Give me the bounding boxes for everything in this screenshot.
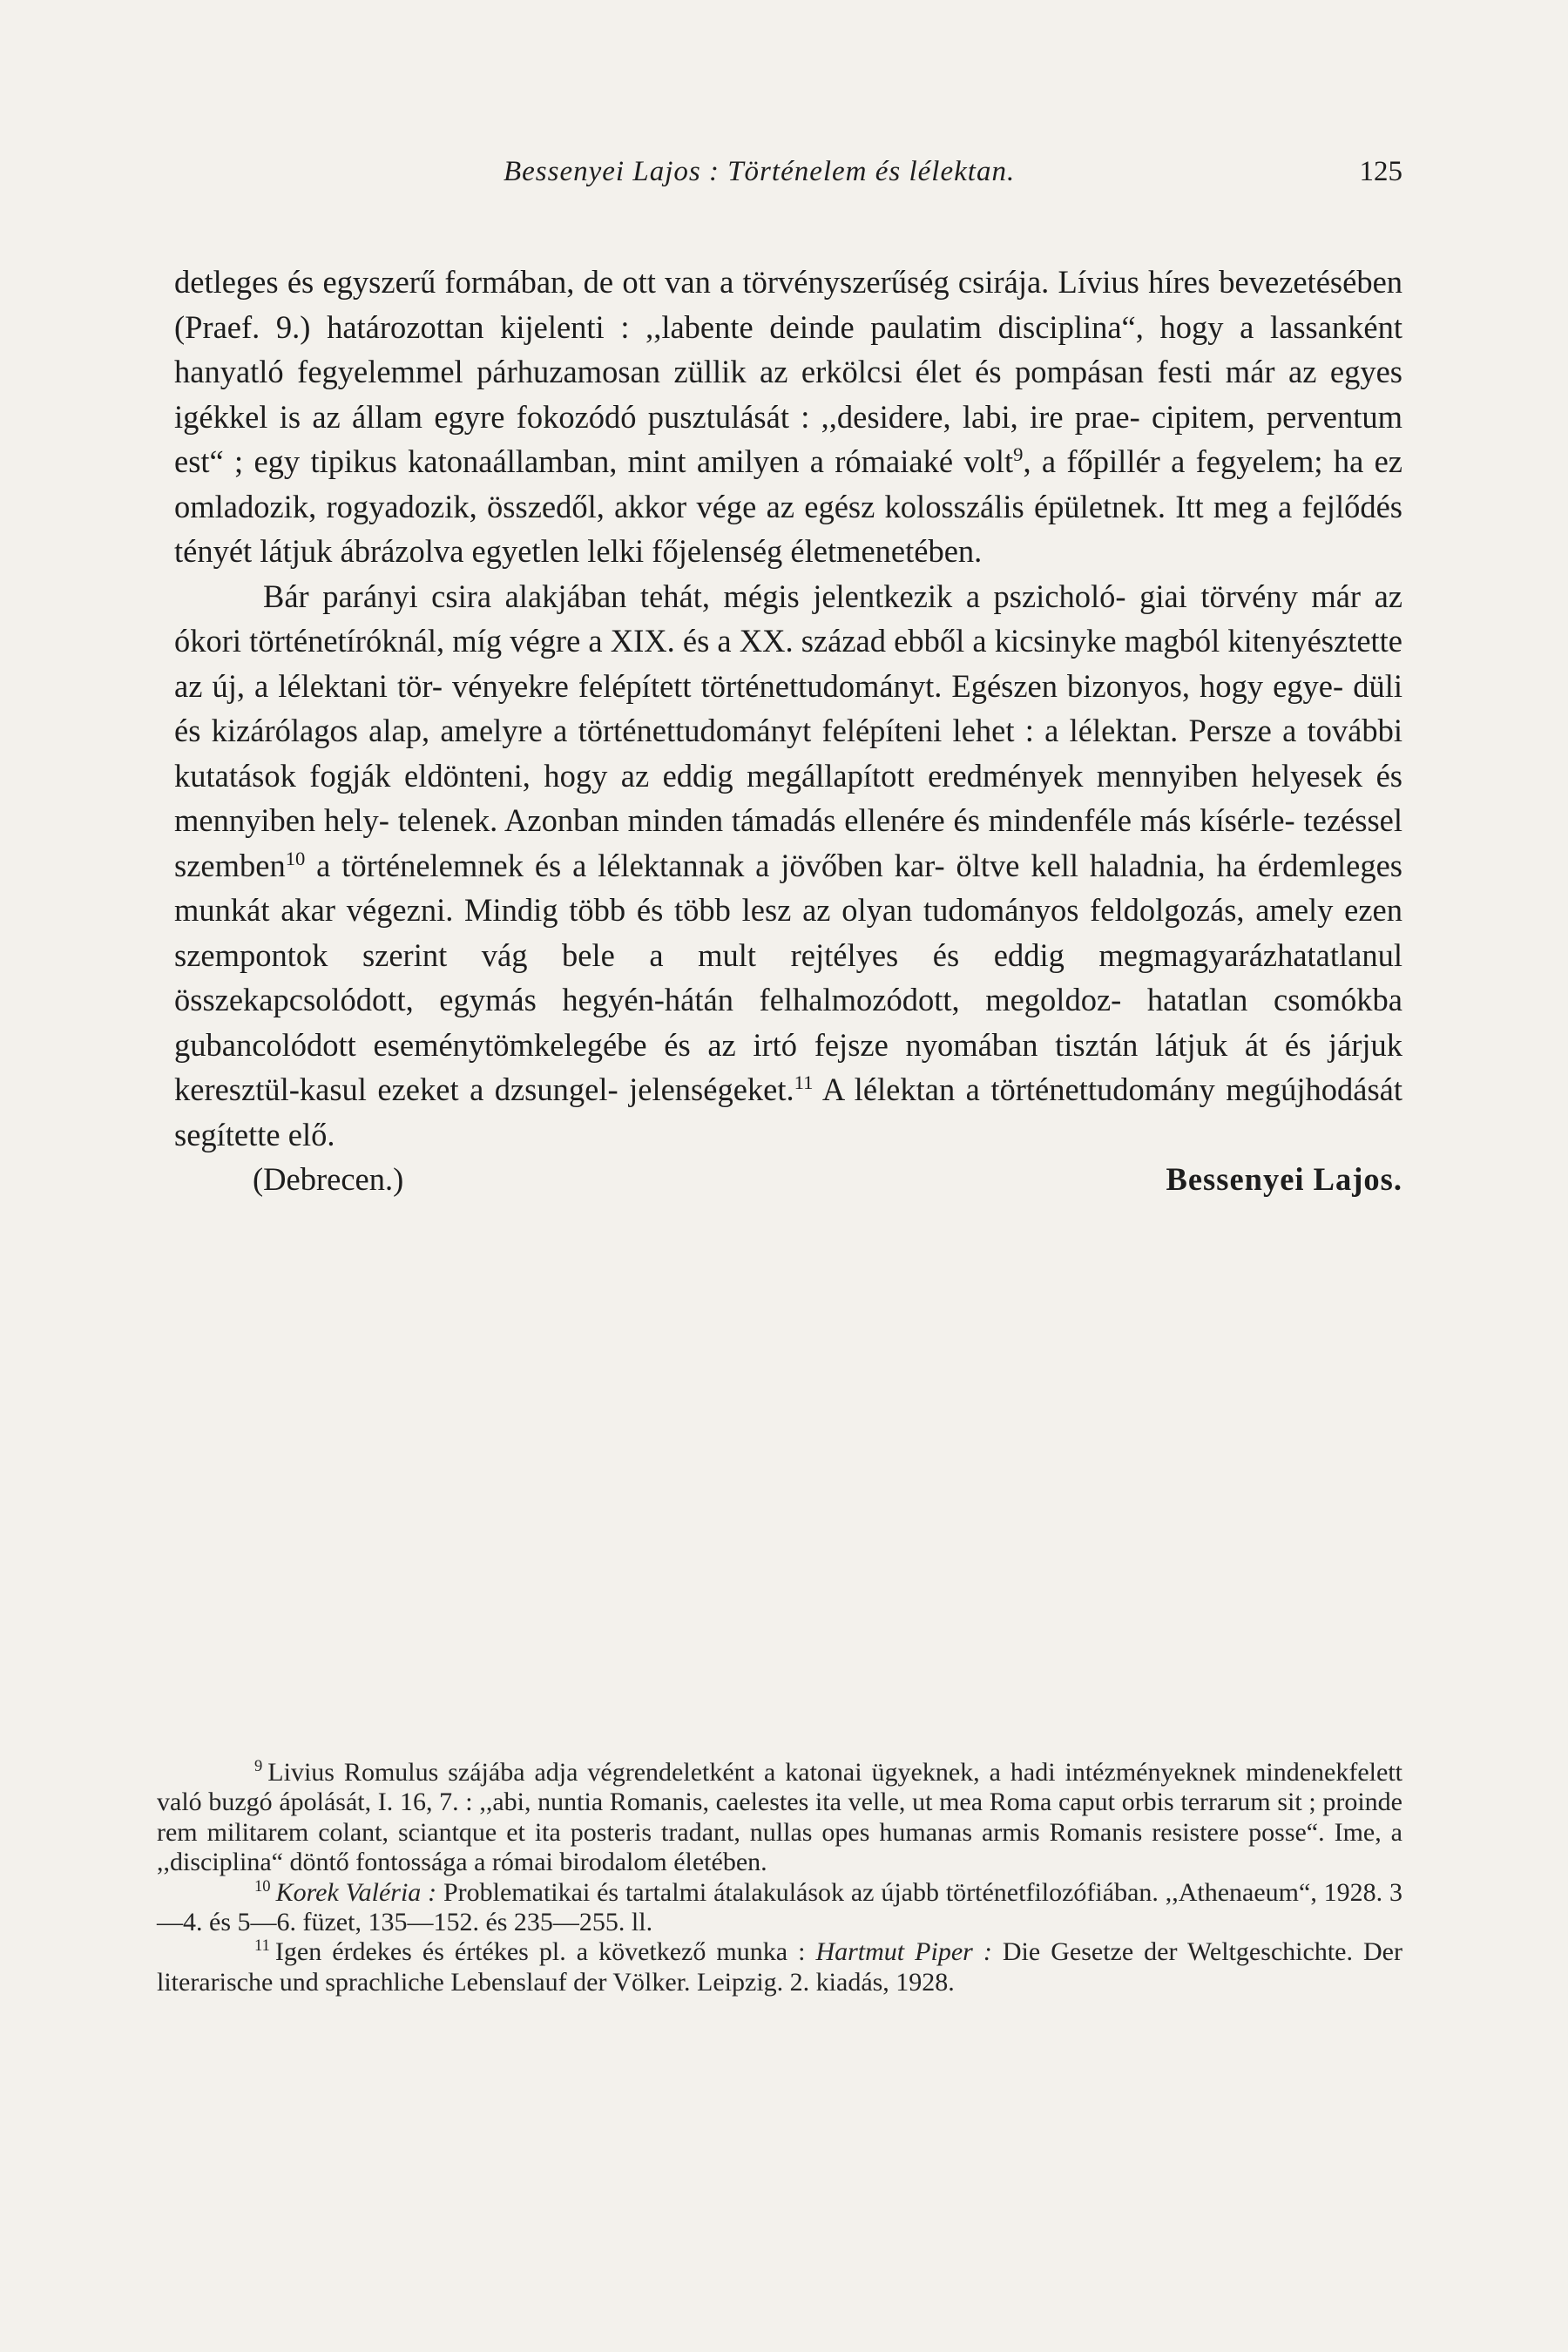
text-line: tényét látjuk ábrázolva egyetlen lelki főjelenség életmenetében.: [174, 533, 983, 569]
footnote-ref-11: 11: [794, 1071, 814, 1093]
text-line: detleges és egyszerű formában, de ott van a törvényszerűség csirája.: [174, 264, 1050, 300]
text-line: igékkel is az állam egyre fokozódó pusztulását : ,,desidere, labi, ire prae-: [174, 398, 1140, 435]
text-line: , a főpillér a fegyelem; ha ez omladozik, rogyadozik,: [174, 443, 1402, 524]
footnote-number: 10: [254, 1876, 271, 1896]
text-line: telenek. Azonban minden támadás ellenére és mindenféle más kísérle-: [397, 802, 1295, 838]
text-line: szerint vág bele a mult rejtélyes és eddig megmagyarázhatatlanul: [362, 936, 1403, 973]
text-line: megállapított eredmények mennyiben helyesek és mennyiben hely-: [174, 757, 1403, 838]
text-line: deinde paulatim disciplina“, hogy a lassanként hanyatló fegyelemmel: [174, 308, 1403, 389]
text-line: düli és kizárólagos alap, amelyre a történettudományt felépíteni lehet :: [174, 667, 1403, 748]
text-line: Lívius híres bevezetésében (Praef. 9.) határozottan kijelenti : ,,labente: [174, 264, 1403, 345]
text-line: jelenségeket.: [629, 1071, 794, 1107]
text-line: vényekre felépített történettudományt. Egészen bizonyos, hogy egye-: [452, 667, 1344, 704]
text-line: és több lesz az olyan tudományos feldolgozás, amely ezen szempontok: [174, 892, 1402, 973]
text-line: összedől, akkor vége az egész kolosszális épületnek. Itt meg a fejlődés: [487, 488, 1402, 524]
page-number: 125: [1359, 156, 1402, 187]
footnote-number: 9: [254, 1757, 263, 1775]
text-line: párhuzamosan züllik az erkölcsi élet és pompásan festi már az egyes: [476, 354, 1403, 389]
text-line: cipitem, perventum est“ ; egy tipikus katonaállamban, mint amilyen: [174, 398, 1402, 479]
signature-place: (Debrecen.): [253, 1161, 404, 1197]
text-line: nyomában tisztán látjuk át és járjuk keresztül-kasul ezeket a dzsungel-: [174, 1026, 1403, 1107]
footnote-author: Korek Valéria :: [275, 1877, 437, 1907]
footnote-text: Die Gesetze der Weltgeschichte. Der literarische und sprachliche Lebenslauf der Völker. Leipzig. 2. kiadás, 1928.: [157, 1937, 1402, 1997]
footnote-number: 11: [254, 1936, 270, 1956]
text-line: összekapcsolódott, egymás hegyén-hátán felhalmozódott, megoldoz-: [174, 982, 1122, 1017]
footnote-10: [157, 1878, 1402, 1938]
text-line: Bár parányi csira alakjában tehát, mégis jelentkezik a pszicholó-: [263, 578, 1126, 614]
page-header: [174, 150, 1402, 193]
paragraph-2: [174, 574, 1402, 1158]
footnote-author: Hartmut Piper :: [815, 1937, 992, 1967]
text-line: tezéssel szemben: [174, 802, 1403, 883]
text-line: hatatlan csomókba gubancolódott eseménytömkelegébe és az irtó fejsze: [174, 982, 1403, 1063]
main-text: [174, 260, 1402, 1202]
footnotes: [157, 1758, 1402, 1997]
text-line: a rómaiaké volt: [809, 443, 1014, 479]
text-line: giai törvény már az ókori történetíróknál, míg végre a XIX. és a XX.: [174, 578, 1403, 659]
footnote-11: [157, 1937, 1402, 1997]
signature: [174, 1157, 1402, 1202]
text-line: a lélektan. Persze a további kutatások fogják eldönteni, hogy az eddig: [174, 713, 1403, 794]
footnote-text: Problematikai és tartalmi átalakulások az újabb történetfilozófiában. ,,Athenaeum“, 1928. 3—4. és 5—6. füzet, 135—152. és 235—255. ll.: [157, 1877, 1402, 1937]
footnote-ref-10: 10: [285, 847, 306, 869]
text-line: A lélektan a történettudomány megújhodását segítette elő.: [174, 1071, 1402, 1152]
text-line: a történelemnek és a lélektannak a jövőben kar-: [305, 847, 945, 883]
paragraph-1: [174, 260, 1402, 574]
text-line: század ebből a kicsinyke magból kitenyésztette az új, a lélektani tör-: [174, 623, 1403, 704]
running-head: Bessenyei Lajos : Történelem és lélektan.: [504, 156, 1016, 187]
signature-author: Bessenyei Lajos.: [1166, 1161, 1402, 1197]
text-line: öltve kell haladnia, ha érdemleges munkát akar végezni. Mindig több: [174, 847, 1402, 928]
footnote-ref-9: 9: [1013, 443, 1024, 465]
footnote-text: Igen érdekes és értékes pl. a következő munka :: [274, 1937, 816, 1967]
footnote-9: [157, 1758, 1402, 1878]
footnote-text: Livius Romulus szájába adja végrendeletként a katonai ügyeknek, a hadi intézményeknek mindenekfelett való buzgó ápolását, I. 16, 7. : ,,abi, nuntia Romanis, caelestes ita velle, ut mea Roma caput orbis terrarum sit ; proinde rem militarem colant, sciantque et ita posteris tradant, nullas opes humanas armis Romanis resistere posse“. Ime, a ,,disciplina“ döntő fontossága a római birodalom életében.: [157, 1758, 1402, 1877]
